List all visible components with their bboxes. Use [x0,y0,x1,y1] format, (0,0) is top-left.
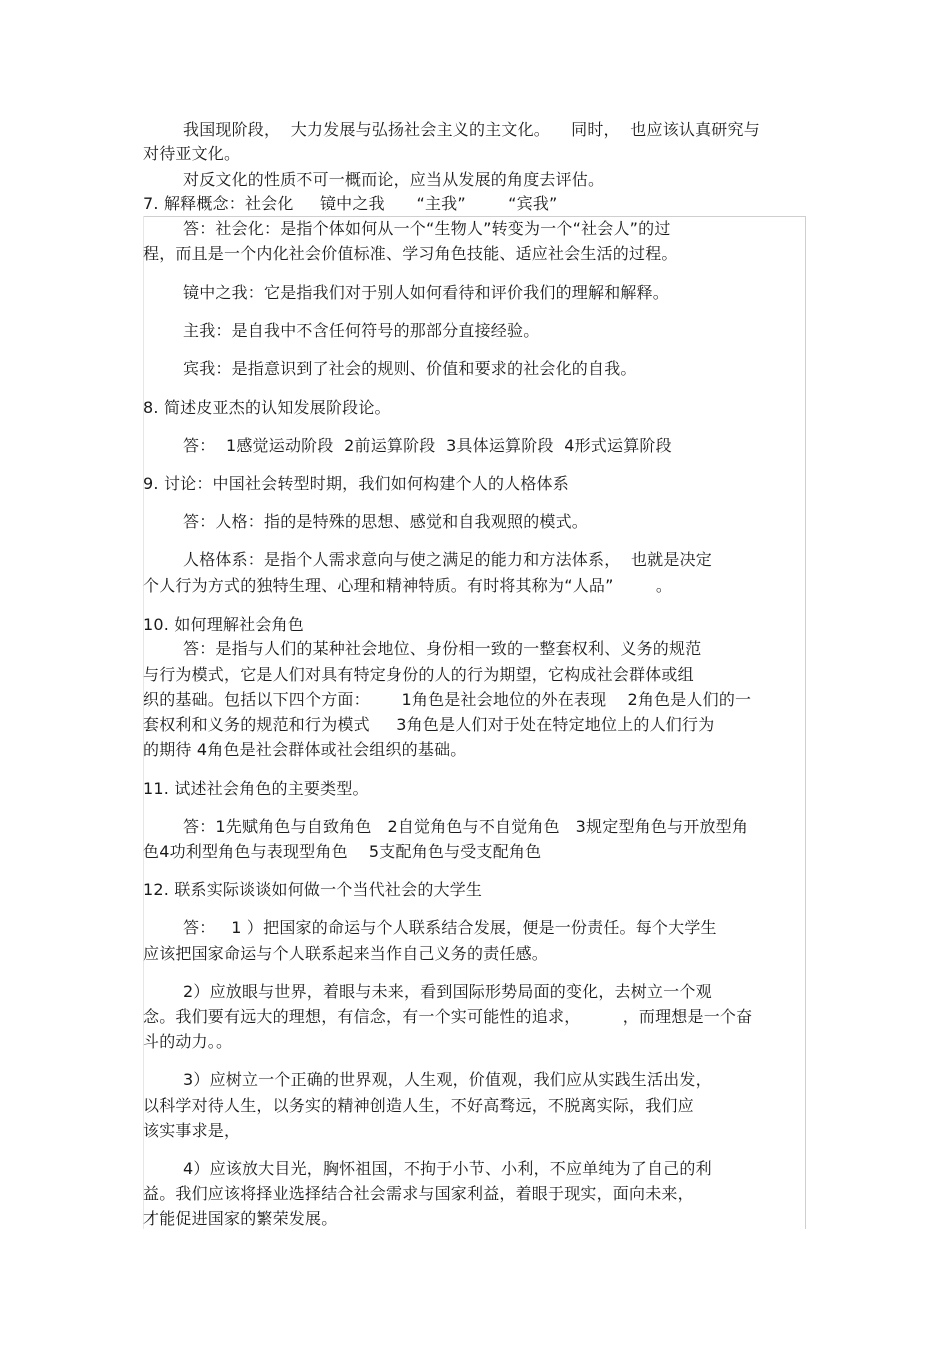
text-line: 主我：是自我中不含任何符号的那部分直接经验。 [183,321,540,340]
text-line: 个人行为方式的独特生理、心理和精神特质。有时将其称为“人品” 。 [143,576,673,595]
text-line: 应该把国家命运与个人联系起来当作自己义务的责任感。 [143,944,549,963]
text-line: 程，而且是一个内化社会价值标准、学习角色技能、适应社会生活的过程。 [143,244,678,263]
text-line: 答：人格：指的是特殊的思想、感觉和自我观照的模式。 [183,512,589,531]
text-line: 3）应树立一个正确的世界观，人生观，价值观，我们应从实践生活出发， [183,1070,712,1089]
text-line: 答： 1感觉运动阶段 2前运算阶段 3具体运算阶段 4形式运算阶段 [183,436,672,455]
text-line: 镜中之我：它是指我们对于别人如何看待和评价我们的理解和解释。 [183,283,670,302]
text-line: 斗的动力。。 [143,1032,233,1051]
text-line: 对反文化的性质不可一概而论，应当从发展的角度去评估。 [183,170,605,189]
question-heading: 11. 试述社会角色的主要类型。 [143,779,369,798]
text-line: 以科学对待人生，以务实的精神创造人生，不好高骛远，不脱离实际，我们应 [143,1096,694,1115]
frame-right-border [805,216,806,1229]
text-line: 色4功利型角色与表现型角色 5支配角色与受支配角色 [143,842,542,861]
question-heading: 9. 讨论：中国社会转型时期，我们如何构建个人的人格体系 [143,474,569,493]
question-heading: 10. 如何理解社会角色 [143,615,304,634]
question-heading: 12. 联系实际谈谈如何做一个当代社会的大学生 [143,880,483,899]
text-line: 答：社会化：是指个体如何从一个“生物人”转变为一个“社会人”的过 [183,219,671,238]
text-line: 才能促进国家的繁荣发展。 [143,1209,338,1228]
text-line: 我国现阶段， 大力发展与弘扬社会主义的主文化。 同时， 也应该认真研究与 [183,120,760,139]
text-line: 该实事求是， [143,1121,241,1140]
text-line: 念。我们要有远大的理想，有信念，有一个实可能性的追求， ，而理想是一个奋 [143,1007,753,1026]
text-line: 宾我：是指意识到了社会的规则、价值和要求的社会化的自我。 [183,359,637,378]
text-line: 的期待 4角色是社会群体或社会组织的基础。 [143,740,467,759]
question-heading: 8. 简述皮亚杰的认知发展阶段论。 [143,398,391,417]
text-line: 答： 1 ）把国家的命运与个人联系结合发展，便是一份责任。每个大学生 [183,918,717,937]
question-heading: 7. 解释概念：社会化 镜中之我 “主我” “宾我” [143,194,558,213]
text-line: 2）应放眼与世界，着眼与未来，看到国际形势局面的变化，去树立一个观 [183,982,712,1001]
text-line: 益。我们应该将择业选择结合社会需求与国家利益，着眼于现实，面向未来， [143,1184,694,1203]
frame-top-border [143,216,806,217]
text-line: 织的基础。包括以下四个方面： 1角色是社会地位的外在表现 2角色是人们的一 [143,690,752,709]
text-line: 人格体系：是指个人需求意向与使之满足的能力和方法体系， 也就是决定 [183,550,712,569]
text-line: 与行为模式，它是人们对具有特定身份的人的行为期望，它构成社会群体或组 [143,665,694,684]
text-line: 答：是指与人们的某种社会地位、身份相一致的一整套权利、义务的规范 [183,639,702,658]
text-line: 对待亚文化。 [143,144,241,163]
text-line: 套权利和义务的规范和行为模式 3角色是人们对于处在特定地位上的人们行为 [143,715,715,734]
text-line: 4）应该放大目光，胸怀祖国，不拘于小节、小利，不应单纯为了自己的利 [183,1159,712,1178]
text-line: 答：1先赋角色与自致角色 2自觉角色与不自觉角色 3规定型角色与开放型角 [183,817,749,836]
